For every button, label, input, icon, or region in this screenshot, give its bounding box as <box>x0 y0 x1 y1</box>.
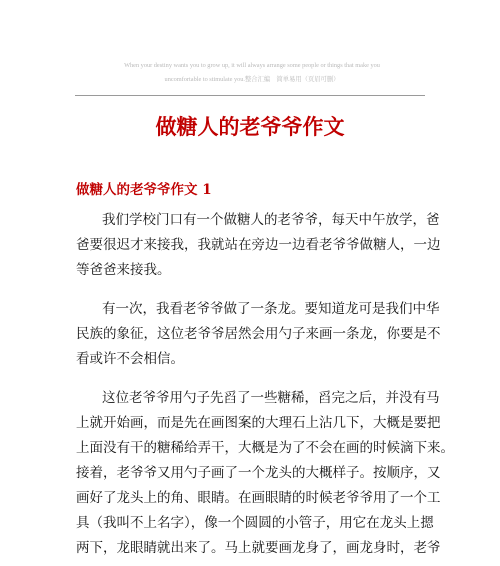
paragraph-1 <box>76 208 441 283</box>
paragraph-line: 这位老爷爷用勺子先舀了一些糖稀，舀完之后，并没有马 <box>102 390 440 406</box>
paragraph-line: 有一次，我看老爷爷做了一条龙。要知道龙可是我们中华 <box>102 301 440 317</box>
paragraph-line: 我们学校门口有一个做糖人的老爷爷，每天中午放学，爸 <box>102 212 440 228</box>
paragraph-line: 等爸爸来接我。 <box>76 262 171 278</box>
page-header-text-line-2: uncomfortable to stimulate you.整合汇编 简单易用（页眉可删） <box>164 76 340 83</box>
document-title: 做糖人的老爷爷作文 <box>155 114 345 139</box>
header-divider <box>75 95 425 96</box>
paragraph-line: 上就开始画，而是先在画图案的大理石上沾几下，大概是要把 <box>76 415 441 431</box>
paragraph-line: 两下，龙眼睛就出来了。马上就要画龙身了，画龙身时，老爷 <box>76 540 441 556</box>
page-header-text-line-1: When your destiny wants you to grow up, it will always arrange some people or things that make you <box>124 62 380 69</box>
paragraph-2 <box>76 297 441 372</box>
paragraph-line: 爸要很迟才来接我，我就站在旁边一边看老爷爷做糖人，一边 <box>76 237 441 253</box>
paragraph-line: 接着，老爷爷又用勺子画了一个龙头的大概样子。按顺序，又 <box>76 465 441 481</box>
paragraph-line: 上面没有干的糖稀给弄干，大概是为了不会在画的时候滴下来。 <box>76 440 454 456</box>
paragraph-line: 具（我叫不上名字），像一个圆圆的小管子，用它在龙头上摁 <box>76 515 434 531</box>
section-heading: 做糖人的老爷爷作文 1 <box>76 182 212 198</box>
body-text <box>76 208 454 566</box>
paragraph-line: 看或许不会相信。 <box>76 351 184 367</box>
paragraph-3 <box>76 386 454 561</box>
paragraph-line: 画好了龙头上的角、眼睛。在画眼睛的时候老爷爷用了一个工 <box>76 490 441 506</box>
paragraph-line: 民族的象征，这位老爷爷居然会用勺子来画一条龙，你要是不 <box>76 326 441 342</box>
